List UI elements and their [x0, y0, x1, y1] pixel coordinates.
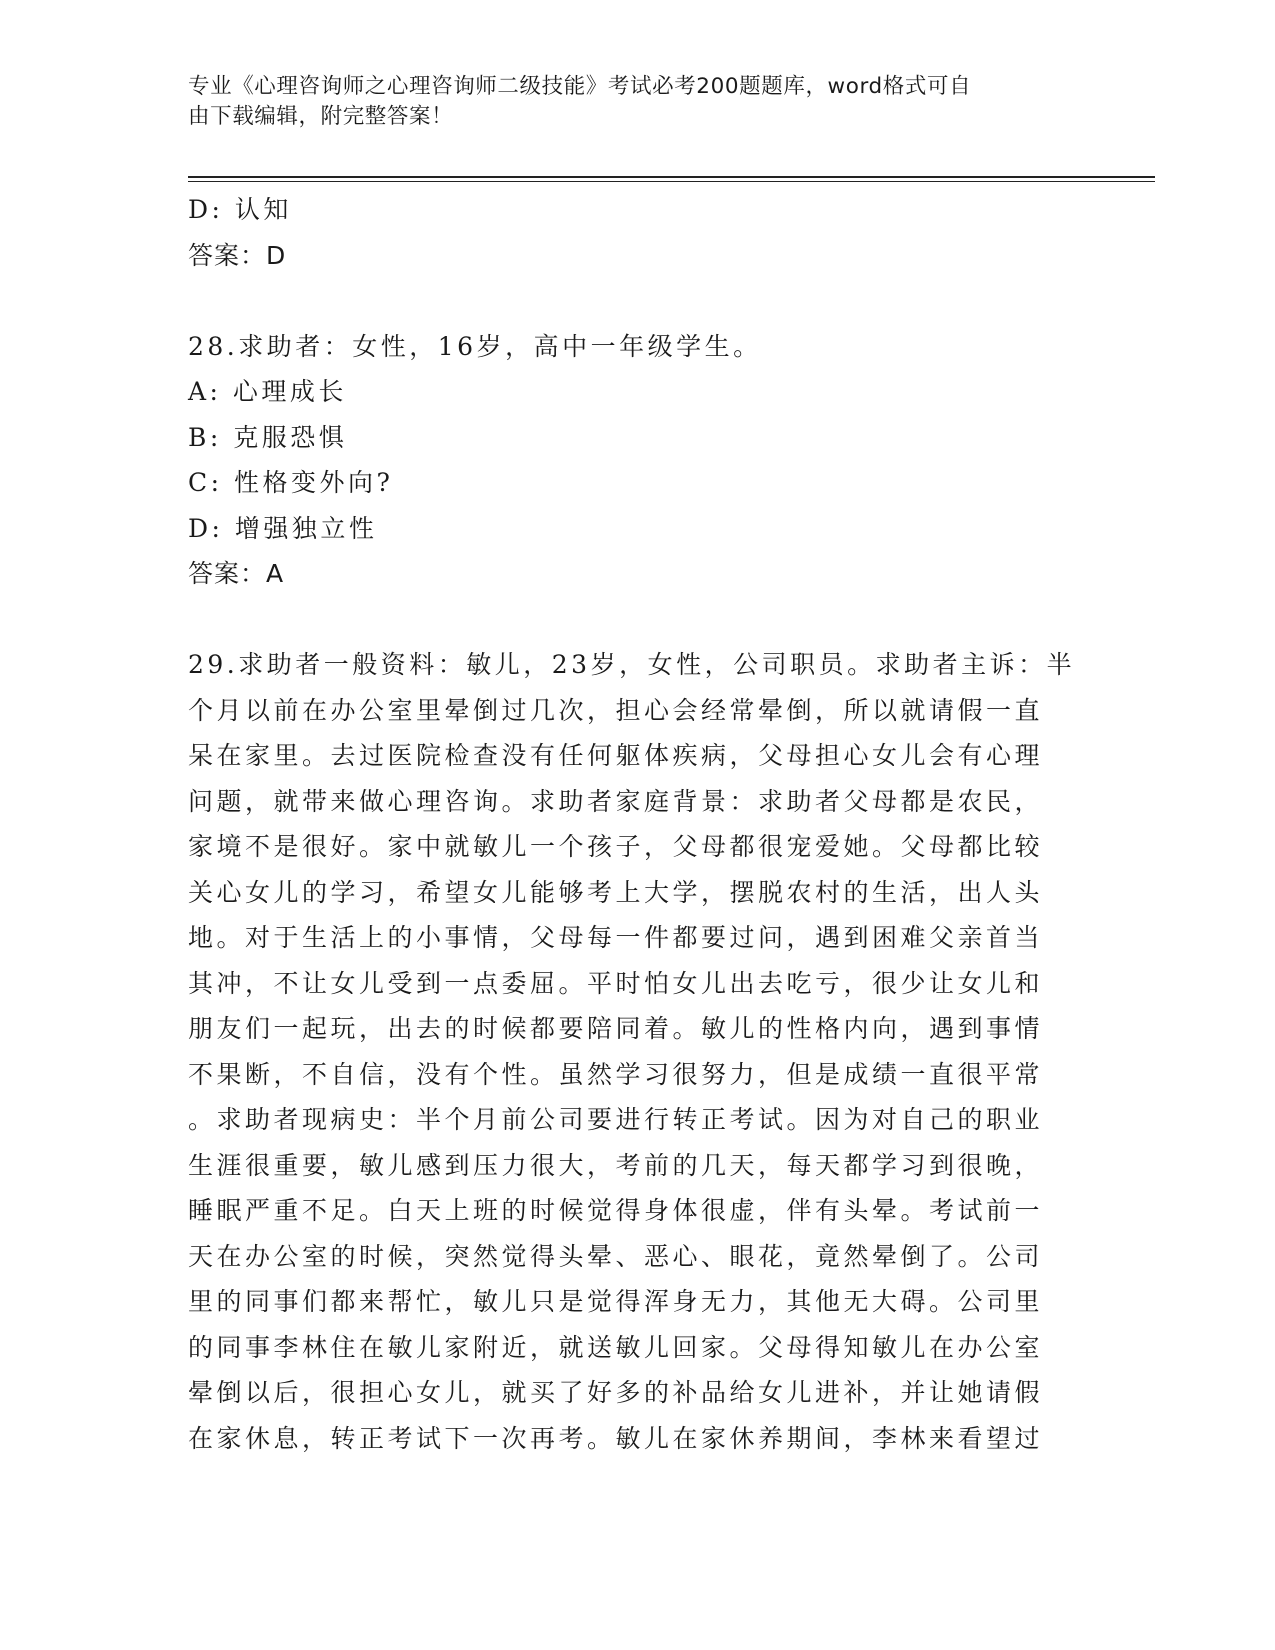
q29-line: 睡眠严重不足。白天上班的时候觉得身体很虚，伴有头晕。考试前一 — [188, 1196, 1044, 1225]
q28-stem: 28.求助者：女性，16岁，高中一年级学生。 — [188, 331, 762, 361]
q29-line: 呆在家里。去过医院检查没有任何躯体疾病，父母担心女儿会有心理 — [188, 741, 1044, 770]
q29-line: 生涯很重要，敏儿感到压力很大，考前的几天，每天都学习到很晚， — [188, 1150, 1044, 1180]
q28-option-d: D: 增强独立性 — [188, 513, 378, 543]
q29-line: 29.求助者一般资料：敏儿，23岁，女性，公司职员。求助者主诉：半 — [188, 650, 1076, 679]
q29-line: 关心女儿的学习，希望女儿能够考上大学，摆脱农村的生活，出人头 — [188, 877, 1044, 907]
q29-line: 。求助者现病史：半个月前公司要进行转正考试。因为对自己的职业 — [188, 1105, 1044, 1134]
q29-line: 家境不是很好。家中就敏儿一个孩子，父母都很宠爱她。父母都比较 — [188, 832, 1044, 861]
q29-line: 个月以前在办公室里晕倒过几次，担心会经常晕倒，所以就请假一直 — [188, 695, 1044, 725]
q28-option-a: A: 心理成长 — [188, 377, 347, 406]
q29-line: 地。对于生活上的小事情，父母每一件都要过问，遇到困难父亲首当 — [188, 923, 1044, 952]
q29-line: 朋友们一起玩，出去的时候都要陪同着。敏儿的性格内向，遇到事情 — [188, 1014, 1044, 1043]
q27-answer: 答案：D — [188, 240, 287, 270]
q29-line: 天在办公室的时候，突然觉得头晕、恶心、眼花，竟然晕倒了。公司 — [188, 1241, 1044, 1271]
page-header — [188, 72, 1068, 132]
header-line-1: 专业《心理咨询师之心理咨询师二级技能》考试必考200题题库，word格式可自 — [188, 74, 972, 99]
q27-option-d: D: 认知 — [188, 195, 292, 224]
header-rule-thick — [188, 176, 1155, 178]
q29-line: 在家休息，转正考试下一次再考。敏儿在家休养期间，李林来看望过 — [188, 1423, 1044, 1453]
q29-line: 的同事李林住在敏儿家附近，就送敏儿回家。父母得知敏儿在办公室 — [188, 1332, 1044, 1362]
q29-line: 晕倒以后，很担心女儿，就买了好多的补品给女儿进补，并让她请假 — [188, 1378, 1044, 1407]
document-body — [188, 187, 1088, 1461]
spacer — [188, 597, 1088, 643]
header-line-2: 由下载编辑，附完整答案！ — [188, 104, 454, 129]
q29-line: 问题，就带来做心理咨询。求助者家庭背景：求助者父母都是农民， — [188, 786, 1044, 816]
q29-line: 其冲，不让女儿受到一点委屈。平时怕女儿出去吃亏，很少让女儿和 — [188, 968, 1044, 998]
q28-option-c: C: 性格变外向? — [188, 468, 394, 497]
q28-answer: 答案：A — [188, 559, 285, 588]
spacer — [188, 278, 1088, 324]
q29-line: 里的同事们都来帮忙，敏儿只是觉得浑身无力，其他无大碍。公司里 — [188, 1287, 1044, 1316]
q29-line: 不果断，不自信，没有个性。虽然学习很努力，但是成绩一直很平常 — [188, 1059, 1044, 1089]
q29-paragraph — [188, 642, 1088, 1461]
header-rule-thin — [188, 181, 1155, 182]
q28-option-b: B: 克服恐惧 — [188, 422, 348, 452]
